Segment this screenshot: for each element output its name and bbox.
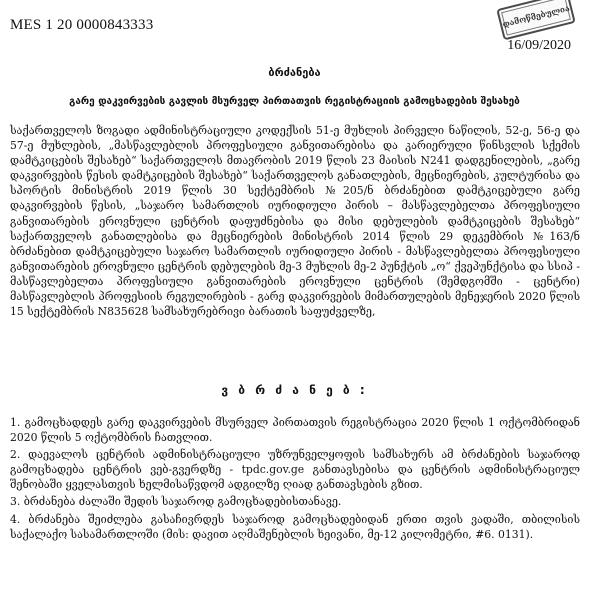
order-item: 2. დაევალოს ცენტრის ადმინისტრაციული უზრუნველყოფის სამსახურს ამ ბრძანების საჯაროდ გამოცხადება ცენტრის ვებ-გვერდზე - tpdc.gov.ge განთავსებისა და ცენტრის ადმინისტრაციულ შენობაში ყველასთვის ხელმისაწვდომ ადგილზე ღიად განთავსების გზით. xyxy=(10,448,580,492)
preamble-paragraph: საქართველოს ზოგადი ადმინისტრაციული კოდექსის 51-ე მუხლის პირველი ნაწილის, 52-ე, 56-ე და 57-ე მუხლების, „მასწავლებლის პროფესიული განვითარებისა და კარიერული წინსვლის სქემის დამტკიცების შესახებ“ საქართველოს მთავრობის 2019 წლის 23 მაისის N241 დადგენილების, „გარე დაკვირვების წესის დამტკიცების შესახებ“ საქართველოს განათლების, მეცნიერების, კულტურისა და სპორტის მინისტრის 2019 წლის 30 სექტემბრის №205/ნ ბრძანებით დამტკიცებული გარე დაკვირვების წესის, „საჯარო სამართლის იურიდიული პირის – მასწავლებელთა პროფესიული განვითარების ეროვნული ცენტრის დაფუძნებისა და მისი დებულების დამტკიცების შესახებ“ საქართველოს განათლებისა და მეცნიერების მინისტრის 2014 წლის 29 დეკემბრის №163/ნ ბრძანებით დამტკიცებული საჯარო სამართლის იურიდიული პირის - მასწავლებელთა პროფესიული განვითარების ეროვნული ცენტრის დებულების მე-3 მუხლის მე-2 პუნქტის „ო“ ქვეპუნქტისა და სსიპ - მასწავლებელთა პროფესიული განვითარების ეროვნული ცენტრის (შემდგომში - ცენტრი) მასწავლებლის პროფესიის რეგულირების - გარე დაკვირვების მიმართულების მენეჯერის 2020 წლის 15 სექტემბრის N835628 სამსახურებრივი ბარათის საფუძველზე, xyxy=(10,124,580,319)
order-item: 3. ბრძანება ძალაში შედის საჯაროდ გამოცხადებისთანავე. xyxy=(10,495,342,509)
stamp-text: დამოწმებულია xyxy=(501,2,571,30)
order-item: 4. ბრძანება შეიძლება გასაჩივრდეს საჯაროდ გამოცხადებიდან ერთი თვის ვადაში, თბილისის საქალაქო სასამართლოში (მის: დავით აღმაშენებლის ხეივანი, მე-12 კილომეტრი, #6. 0131). xyxy=(10,512,580,541)
document-subtitle: გარე დაკვირვების გავლის მსურველ პირთათვის რეგისტრაციის გამოცხადების შესახებ xyxy=(69,96,520,107)
document-date: 16/09/2020 xyxy=(507,38,571,53)
certification-stamp xyxy=(496,0,576,40)
order-item: 1. გამოცხადდეს გარე დაკვირვების მსურველ პირთათვის რეგისტრაცია 2020 წლის 1 ოქტომბრიდან 2020 წლის 5 ოქტომბრის ჩათვლით. xyxy=(10,416,580,445)
order-items-list xyxy=(10,415,580,544)
order-heading: ვ ბ რ ძ ა ნ ე ბ : xyxy=(221,383,368,397)
document-number: MES 1 20 0000843333 xyxy=(10,17,154,33)
document-title: ბრძანება xyxy=(268,66,321,79)
